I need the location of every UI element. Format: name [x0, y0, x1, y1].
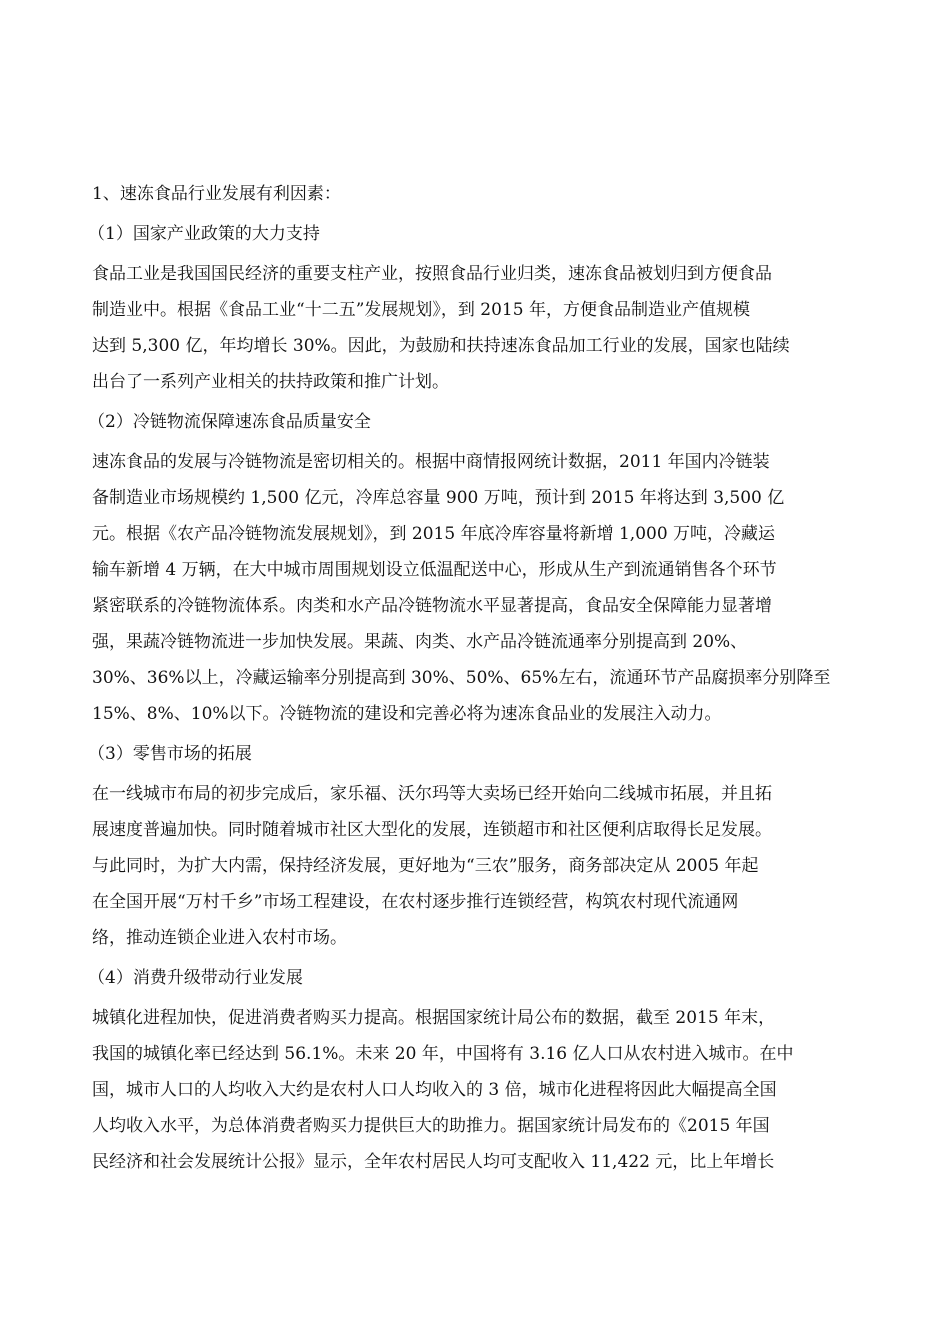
text-line: 国，城市人口的人均收入大约是农村人口人均收入的 3 倍，城市化进程将因此大幅提高全国: [92, 1080, 777, 1100]
text-line: 紧密联系的冷链物流体系。肉类和水产品冷链物流水平显著提高，食品安全保障能力显著增: [92, 596, 772, 616]
text-line: 与此同时，为扩大内需，保持经济发展，更好地为“三农”服务，商务部决定从 2005 年起: [92, 856, 759, 876]
text-line: 速冻食品的发展与冷链物流是密切相关的。根据中商情报网统计数据，2011 年国内冷链装: [92, 452, 770, 472]
text-line: 展速度普遍加快。同时随着城市社区大型化的发展，连锁超市和社区便利店取得长足发展。: [92, 820, 772, 840]
paragraph-2: [92, 444, 862, 732]
text-line: 民经济和社会发展统计公报》显示，全年农村居民人均可支配收入 11,422 元，比上年增长: [92, 1152, 775, 1172]
text-line: 达到 5,300 亿，年均增长 30%。因此，为鼓励和扶持速冻食品加工行业的发展，国家也陆续: [92, 336, 790, 356]
text-line: 输车新增 4 万辆，在大中城市周围规划设立低温配送中心，形成从生产到流通销售各个环节: [92, 560, 777, 580]
document-page: [88, 176, 862, 1180]
text-line: 食品工业是我国国民经济的重要支柱产业，按照食品行业归类，速冻食品被划归到方便食品: [92, 264, 772, 284]
text-line: 30%、36%以上，冷藏运输率分别提高到 30%、50%、65%左右，流通环节产品腐损率分别降至: [92, 668, 831, 688]
text-line: 备制造业市场规模约 1,500 亿元，冷库总容量 900 万吨，预计到 2015 年将达到 3,500 亿: [92, 488, 785, 508]
text-line: 在一线城市布局的初步完成后，家乐福、沃尔玛等大卖场已经开始向二线城市拓展，并且拓: [92, 784, 772, 804]
subsection-title-4: （4）消费升级带动行业发展: [88, 968, 303, 988]
subsection-title-3: （3）零售市场的拓展: [88, 744, 252, 764]
text-line: 络，推动连锁企业进入农村市场。: [92, 928, 347, 948]
text-line: 在全国开展“万村千乡”市场工程建设，在农村逐步推行连锁经营，构筑农村现代流通网: [92, 892, 739, 912]
text-line: 元。根据《农产品冷链物流发展规划》，到 2015 年底冷库容量将新增 1,000 万吨，冷藏运: [92, 524, 776, 544]
text-line: 15%、8%、10%以下。冷链物流的建设和完善必将为速冻食品业的发展注入动力。: [92, 704, 722, 724]
paragraph-1: [92, 256, 862, 400]
paragraph-3: [92, 776, 862, 956]
section-heading: 1、速冻食品行业发展有利因素：: [92, 184, 341, 204]
text-line: 城镇化进程加快，促进消费者购买力提高。根据国家统计局公布的数据，截至 2015 年末，: [92, 1008, 776, 1028]
text-line: 出台了一系列产业相关的扶持政策和推广计划。: [92, 372, 449, 392]
text-line: 人均收入水平，为总体消费者购买力提供巨大的助推力。据国家统计局发布的《2015 年国: [92, 1116, 770, 1136]
text-line: 我国的城镇化率已经达到 56.1%。未来 20 年，中国将有 3.16 亿人口从农村进入城市。在中: [92, 1044, 794, 1064]
subsection-title-1: （1）国家产业政策的大力支持: [88, 224, 320, 244]
subsection-title-2: （2）冷链物流保障速冻食品质量安全: [88, 412, 371, 432]
text-line: 强，果蔬冷链物流进一步加快发展。果蔬、肉类、水产品冷链流通率分别提高到 20%、: [92, 632, 748, 652]
text-line: 制造业中。根据《食品工业“十二五”发展规划》，到 2015 年，方便食品制造业产值规模: [92, 300, 750, 320]
paragraph-4: [92, 1000, 862, 1180]
